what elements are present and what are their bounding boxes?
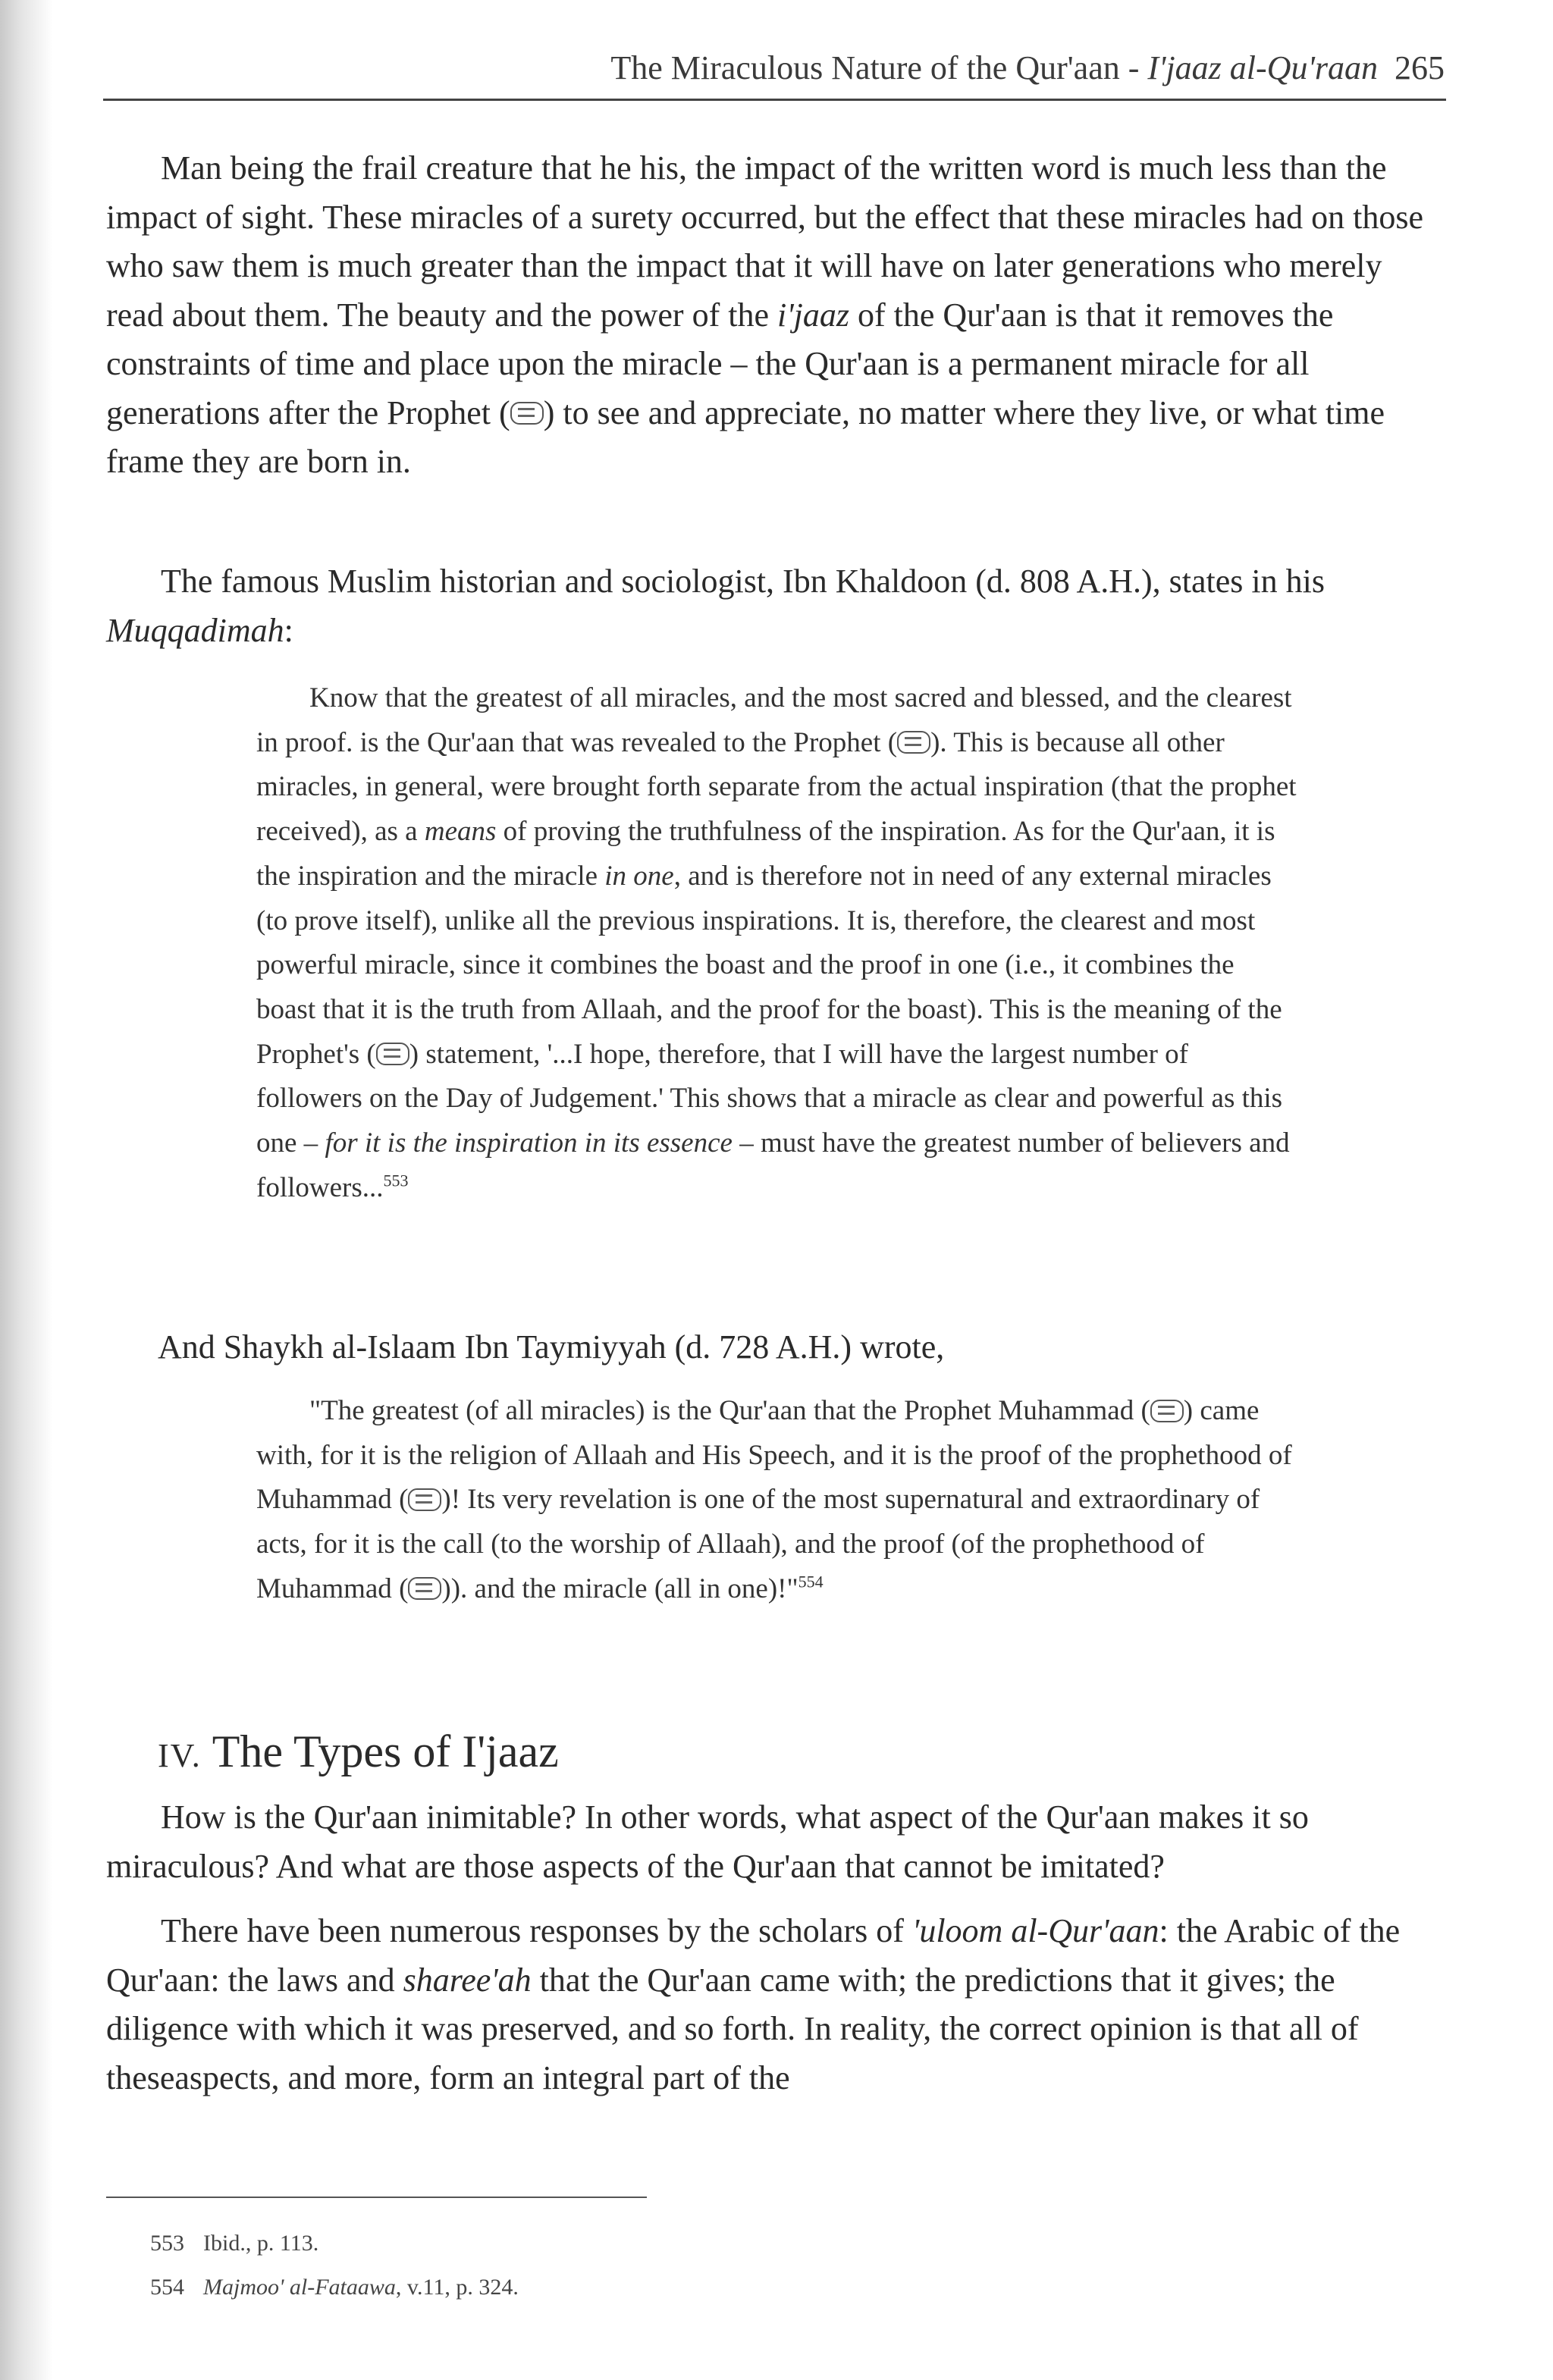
quote2-text-3: ! Its very revelation is one of the most supernatural and extraordinary of acts, for it is the call (to the worship of Allaah), and the proof (of the prophethood of Muhammad: [256, 1484, 1260, 1604]
paragraph-2: [106, 557, 1445, 655]
p1-text-3: to see and appreciate, no matter where they live, or what time frame they are born in.: [106, 394, 1385, 480]
quote1-text-4: , and is therefore not in need of any external miracles (to prove itself), unlike all the previous inspirations. It is, therefore, the clearest and most powerful miracle, since it combines the boast and the proof in one (i.e., it combines the boast that it is the truth from Allaah, and the proof for the boast). This is the meaning of the Prophet's: [256, 860, 1282, 1070]
pbuh-icon: [510, 402, 544, 425]
block-quote-ibn-taymiyyah: "The greatest (of all miracles) is the Qur'aan that the Prophet Muhammad ( ) came with, for it is the religion of Allaah and His Speech, and it is the proof of the prophethood of Muhammad ( )! Its very revelation is one of the most supernatural and extraordinary of acts, for it is the call (to the worship of Allaah), and the proof (of the prophethood of Muhammad ( )). and the miracle (all in one)!"$^{554}$: [256, 1395, 1292, 1604]
quote2-text-2: came with, for it is the religion of Allaah and His Speech, and it is the proof of the prophethood of Muhammad: [256, 1395, 1292, 1516]
p5-italic-shareeah: sharee'ah: [403, 1961, 532, 1999]
quote1-text-2: . This is because all other miracles, in general, were brought forth separate from the actual inspiration (that the prophet received), as a: [256, 726, 1297, 848]
pbuh-icon: [376, 1043, 409, 1065]
page-number: 265: [1395, 49, 1445, 86]
quote1-text: Know that the greatest of all miracles, and the most sacred and blessed, and the clearest in proof. is the Qur'aan that was revealed to the Prophet: [256, 682, 1292, 758]
quote1-italic-essence: for it is the inspiration in its essence: [325, 1127, 733, 1159]
pbuh-icon: [408, 1488, 441, 1511]
footnotes: [150, 2222, 1212, 2309]
p1-italic: i'jaaz: [776, 296, 849, 334]
section-heading: [158, 1721, 559, 1786]
footnote-ref-554[interactable]: 554: [798, 1572, 824, 1591]
footnote-source-title: Majmoo' al-Fataawa: [203, 2275, 396, 2300]
footnote-text: Ibid., p. 113.: [203, 2231, 319, 2256]
p5-text-3: that the Qur'aan came with; the predictions that it gives; the diligence with which it was preserved, and so forth. In reality, the correct opinion is that all of theseaspects, and more, form an integral part of the: [106, 1961, 1359, 2096]
section-title: The Types of I'jaaz: [212, 1726, 559, 1776]
pbuh-icon: [1150, 1400, 1184, 1422]
quote2-text-4: ). and the miracle (all in one)!": [450, 1573, 798, 1604]
running-head-title-italic: I'jaaz al-Qu'raan: [1147, 49, 1378, 86]
quote1-text-3: of proving the truthfulness of the inspiration. As for the Qur'aan, it is the inspiration and the miracle: [256, 816, 1275, 892]
p2-colon: :: [284, 611, 293, 649]
footnote-ref-553[interactable]: 553: [383, 1171, 409, 1190]
header-rule: [103, 99, 1446, 101]
footnote-rule: [106, 2197, 647, 2198]
paragraph-5: [106, 1907, 1445, 2102]
quote2-text: "The greatest (of all miracles) is the Qur'aan that the Prophet Muhammad: [309, 1395, 1141, 1426]
footnote-number: 554: [150, 2275, 184, 2300]
p4-text: How is the Qur'aan inimitable? In other words, what aspect of the Qur'aan makes it so miraculous? And what are those aspects of the Qur'aan that cannot be imitated?: [106, 1798, 1309, 1885]
quote1-italic-means: means: [424, 816, 497, 848]
pbuh-icon: [897, 731, 930, 754]
running-head: [106, 45, 1445, 91]
pbuh-icon: [408, 1577, 441, 1600]
paragraph-1: Man being the frail creature that he his, the impact of the written word is much less than the impact of sight. These miracles of a surety occurred, but the effect that these miracles had on those who saw them is much greater than the impact that it will have on later generations who merely read about them. The beauty and the power of the i'jaaz of the Qur'aan is that it removes the constraints of time and place upon the miracle – the Qur'aan is a permanent miracle for all generations after the Prophet ( ) to see and appreciate, no matter where they live, or what time frame they are born in.: [106, 149, 1423, 480]
block-quote-ibn-khaldoon: Know that the greatest of all miracles, and the most sacred and blessed, and the clearest in proof. is the Qur'aan that was revealed to the Prophet ( ). This is because all other miracles, in general, were brought forth separate from the actual inspiration (that the prophet received), as a means of proving the truthfulness of the inspiration. As for the Qur'aan, it is the inspiration and the miracle in one, and is therefore not in need of any external miracles (to prove itself), unlike all the previous inspirations. It is, therefore, the clearest and most powerful miracle, since it combines the boast and the proof in one (i.e., it combines the boast that it is the truth from Allaah, and the proof for the boast). This is the meaning of the Prophet's ( ) statement, '...I hope, therefore, that I will have the largest number of followers on the Day of Judgement.' This shows that a miracle as clear and powerful as this one – for it is the inspiration in its essence – must have the greatest number of believers and followers...$^{553}$: [256, 682, 1297, 1203]
paragraph-3: [106, 1323, 1445, 1372]
p5-text: There have been numerous responses by the scholars of: [161, 1912, 912, 1949]
p1-text-2: of the Qur'aan is that it removes the constraints of time and place upon the miracle – the Qur'aan is a permanent miracle for all generations after the Prophet: [106, 296, 1334, 431]
footnote-text: , v.11, p. 324.: [395, 2275, 519, 2300]
section-number: IV.: [158, 1737, 202, 1774]
footnote-554: [150, 2266, 1212, 2309]
footnote-number: 553: [150, 2231, 184, 2256]
p3-text: And Shaykh al-Islaam Ibn Taymiyyah (d. 728 A.H.) wrote,: [158, 1328, 945, 1366]
paragraph-4: [106, 1793, 1445, 1891]
quote1-italic-in-one: in one: [604, 860, 674, 892]
quote1-text-5: statement, '...I hope, therefore, that I will have the largest number of followers on the Day of Judgement.' This shows that a miracle as clear and powerful as this one –: [256, 1038, 1283, 1159]
footnote-553: [150, 2222, 1212, 2266]
p5-italic-uloom: 'uloom al-Qur'aan: [911, 1912, 1159, 1949]
p1-text: Man being the frail creature that he his, the impact of the written word is much less than the impact of sight. These miracles of a surety occurred, but the effect that these miracles had on those who saw them is much greater than the impact that it will have on later generations who merely read about them. The beauty and the power of the: [106, 149, 1423, 334]
p5-text-2: : the Arabic of the Qur'aan: the laws and: [106, 1912, 1401, 1999]
p2-italic: Muqqadimah: [106, 611, 284, 649]
quote1-text-6: – must have the greatest number of believers and followers...: [256, 1127, 1290, 1203]
p2-text: The famous Muslim historian and sociologist, Ibn Khaldoon (d. 808 A.H.), states in his: [161, 563, 1325, 600]
running-head-title: The Miraculous Nature of the Qur'aan -: [610, 49, 1148, 86]
